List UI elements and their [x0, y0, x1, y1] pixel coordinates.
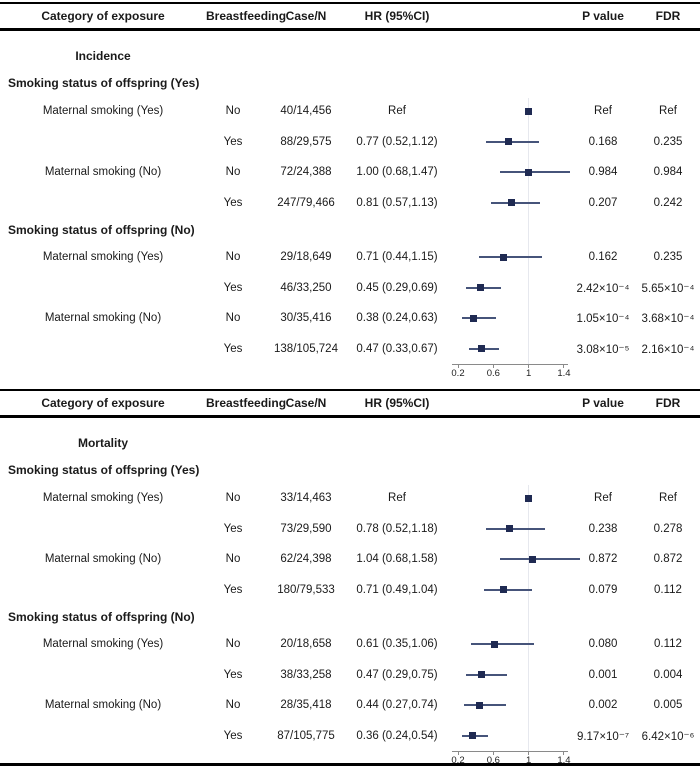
case-n-cell: 38/33,258 [280, 668, 332, 681]
hr-point-marker [469, 732, 476, 739]
breastfeeding-cell: Yes [223, 281, 243, 294]
forest-row [0, 127, 700, 158]
p-value-cell: 0.001 [588, 668, 618, 681]
hr-point-marker [478, 671, 485, 678]
category-cell: Maternal smoking (No) [44, 166, 162, 179]
breastfeeding-cell: No [225, 251, 241, 264]
p-value-cell: 0.168 [588, 135, 618, 148]
case-n-cell: 28/35,418 [280, 699, 332, 712]
breastfeeding-cell: Yes [223, 196, 243, 209]
plot-cell [442, 660, 570, 691]
col-header-hr: HR (95%CI) [364, 9, 430, 23]
ci-line [486, 528, 544, 530]
fdr-cell: 0.242 [653, 196, 683, 209]
breastfeeding-cell: Yes [223, 668, 243, 681]
breastfeeding-cell: No [225, 553, 241, 566]
axis-tick-label: 0.6 [486, 368, 500, 379]
panel-mortality [0, 389, 700, 766]
hr-point-marker [470, 315, 477, 322]
ci-line [462, 317, 496, 319]
category-cell: Maternal smoking (No) [44, 699, 162, 712]
p-value-cell: 0.162 [588, 251, 618, 264]
fdr-cell: 0.112 [654, 638, 682, 651]
hr-cell: Ref [388, 492, 406, 505]
ci-line [479, 256, 542, 258]
hr-point-marker [525, 495, 532, 502]
plot-cell [442, 575, 570, 606]
forest-row [0, 575, 700, 606]
ci-line [500, 558, 579, 560]
case-n-cell: 46/33,250 [280, 281, 332, 294]
hr-cell: 0.38 (0.24,0.63) [356, 312, 438, 325]
p-value-cell: 3.08×10⁻⁵ [576, 343, 630, 356]
hr-cell: 0.47 (0.29,0.75) [356, 668, 438, 681]
fdr-cell: 6.42×10⁻⁶ [641, 730, 695, 743]
case-n-cell: 73/29,590 [280, 522, 332, 535]
hr-point-marker [491, 641, 498, 648]
ci-line [486, 141, 539, 143]
plot-cell [442, 629, 570, 660]
breastfeeding-cell: No [225, 166, 241, 179]
case-n-cell: 138/105,724 [274, 342, 338, 355]
col-header-p-value: P value [582, 396, 624, 410]
col-header-fdr: FDR [655, 396, 681, 410]
group-header: Smoking status of offspring (No) [8, 610, 195, 624]
p-value-cell: 2.42×10⁻⁴ [576, 282, 630, 295]
plot-cell [442, 273, 570, 304]
x-axis [442, 364, 570, 378]
plot-cell [442, 96, 570, 127]
breastfeeding-cell: No [225, 699, 241, 712]
p-value-cell: 0.080 [588, 638, 618, 651]
forest-row [0, 514, 700, 545]
forest-row [0, 188, 700, 219]
col-header-plot-spacer [442, 4, 570, 28]
hr-point-marker [500, 586, 507, 593]
breastfeeding-cell: Yes [223, 583, 243, 596]
ci-line [466, 287, 501, 289]
breastfeeding-cell: No [225, 105, 241, 118]
hr-cell: 0.61 (0.35,1.06) [356, 638, 438, 651]
ci-line [484, 589, 533, 591]
hr-point-marker [525, 108, 532, 115]
p-value-cell: 0.872 [588, 553, 618, 566]
col-header-hr: HR (95%CI) [364, 396, 430, 410]
table-header [0, 391, 700, 418]
ci-line [471, 643, 534, 645]
col-header-breastfeeding: Breastfeeding [206, 396, 287, 410]
ci-line [491, 202, 540, 204]
p-value-cell: 0.238 [588, 522, 618, 535]
group-header: Smoking status of offspring (No) [8, 223, 195, 237]
forest-row [0, 157, 700, 188]
hr-cell: 0.45 (0.29,0.69) [356, 281, 438, 294]
p-value-cell: Ref [594, 105, 612, 118]
col-header-category: Category of exposure [41, 9, 165, 23]
p-value-cell: 0.207 [588, 196, 618, 209]
case-n-cell: 72/24,388 [280, 166, 332, 179]
col-header-breastfeeding: Breastfeeding [206, 9, 287, 23]
forest-row [0, 334, 700, 365]
forest-row [0, 483, 700, 514]
group-header: Smoking status of offspring (Yes) [8, 462, 200, 477]
category-cell: Maternal smoking (Yes) [42, 105, 164, 118]
ci-line [500, 171, 570, 173]
category-cell: Maternal smoking (Yes) [42, 638, 164, 651]
p-value-cell: 0.079 [588, 583, 618, 596]
hr-cell: 0.36 (0.24,0.54) [356, 729, 438, 742]
p-value-cell: 1.05×10⁻⁴ [576, 313, 630, 326]
col-header-category: Category of exposure [41, 396, 165, 410]
plot-cell [442, 303, 570, 334]
forest-row [0, 303, 700, 334]
axis-tick-label: 1.4 [557, 755, 571, 766]
forest-row [0, 629, 700, 660]
col-header-plot-spacer [442, 391, 570, 415]
fdr-cell: Ref [659, 492, 677, 505]
fdr-cell: 2.16×10⁻⁴ [641, 343, 695, 356]
forest-row [0, 273, 700, 304]
hr-point-marker [508, 199, 515, 206]
plot-cell [442, 334, 570, 365]
case-n-cell: 40/14,456 [280, 105, 332, 118]
col-header-case-n: Case/N [285, 396, 327, 410]
breastfeeding-cell: Yes [223, 522, 243, 535]
plot-cell [442, 242, 570, 273]
hr-point-marker [476, 702, 483, 709]
fdr-cell: Ref [659, 105, 677, 118]
hr-cell: 1.00 (0.68,1.47) [356, 166, 438, 179]
spacer [0, 31, 700, 43]
panel-incidence [0, 2, 700, 379]
case-n-cell: 30/35,416 [280, 312, 332, 325]
x-axis-line [452, 364, 568, 365]
axis-tick-label: 1.4 [557, 368, 571, 379]
p-value-cell: 0.984 [588, 166, 618, 179]
hr-cell: 1.04 (0.68,1.58) [356, 553, 438, 566]
hr-point-marker [506, 525, 513, 532]
x-axis [442, 751, 570, 765]
section-title: Mortality [77, 436, 128, 450]
breastfeeding-cell: No [225, 492, 241, 505]
section-row [0, 43, 700, 69]
hr-cell: 0.81 (0.57,1.13) [356, 196, 438, 209]
case-n-cell: 88/29,575 [280, 135, 332, 148]
axis-tick-label: 0.6 [486, 755, 500, 766]
axis-tick-label: 0.2 [451, 755, 465, 766]
hr-point-marker [477, 284, 484, 291]
p-value-cell: Ref [594, 492, 612, 505]
plot-cell [442, 157, 570, 188]
ci-line [464, 704, 506, 706]
forest-row [0, 721, 700, 752]
case-n-cell: 29/18,649 [280, 251, 332, 264]
fdr-cell: 0.004 [653, 668, 683, 681]
fdr-cell: 0.005 [653, 699, 683, 712]
hr-point-marker [525, 169, 532, 176]
axis-tick-label: 1 [525, 368, 532, 379]
hr-cell: 0.78 (0.52,1.18) [356, 522, 438, 535]
col-header-fdr: FDR [655, 9, 681, 23]
fdr-cell: 3.68×10⁻⁴ [641, 313, 695, 326]
group-header: Smoking status of offspring (Yes) [8, 75, 200, 90]
fdr-cell: 0.235 [653, 251, 683, 264]
hr-cell: 0.47 (0.33,0.67) [356, 342, 438, 355]
plot-cell [442, 188, 570, 219]
case-n-cell: 180/79,533 [277, 583, 335, 596]
hr-point-marker [505, 138, 512, 145]
forest-row [0, 690, 700, 721]
section-row [0, 430, 700, 456]
col-header-case-n: Case/N [285, 9, 327, 23]
axis-tick-label: 0.2 [451, 368, 465, 379]
fdr-cell: 0.984 [653, 166, 683, 179]
forest-row [0, 96, 700, 127]
ci-line [466, 674, 507, 676]
x-axis-line [452, 751, 568, 752]
breastfeeding-cell: No [225, 638, 241, 651]
case-n-cell: 20/18,658 [280, 638, 332, 651]
fdr-cell: 0.235 [653, 135, 683, 148]
forest-row [0, 660, 700, 691]
fdr-cell: 5.65×10⁻⁴ [641, 282, 695, 295]
hr-cell: 0.71 (0.49,1.04) [356, 583, 438, 596]
fdr-cell: 0.112 [654, 583, 682, 596]
fdr-cell: 0.872 [653, 553, 683, 566]
hr-cell: 0.44 (0.27,0.74) [356, 699, 438, 712]
case-n-cell: 247/79,466 [277, 196, 335, 209]
breastfeeding-cell: Yes [223, 135, 243, 148]
section-title: Incidence [75, 49, 131, 63]
plot-cell [442, 544, 570, 575]
case-n-cell: 62/24,398 [280, 553, 332, 566]
col-header-p-value: P value [582, 9, 624, 23]
plot-cell [442, 483, 570, 514]
breastfeeding-cell: No [225, 312, 241, 325]
forest-row [0, 242, 700, 273]
category-cell: Maternal smoking (Yes) [42, 492, 164, 505]
breastfeeding-cell: Yes [223, 729, 243, 742]
category-cell: Maternal smoking (No) [44, 553, 162, 566]
hr-cell: Ref [388, 105, 406, 118]
category-cell: Maternal smoking (No) [44, 312, 162, 325]
p-value-cell: 9.17×10⁻⁷ [576, 730, 630, 743]
forest-row [0, 544, 700, 575]
case-n-cell: 33/14,463 [280, 492, 332, 505]
spacer [0, 418, 700, 430]
table-header [0, 4, 700, 31]
hr-cell: 0.77 (0.52,1.12) [356, 135, 438, 148]
fdr-cell: 0.278 [653, 522, 683, 535]
hr-cell: 0.71 (0.44,1.15) [356, 251, 438, 264]
hr-point-marker [478, 345, 485, 352]
plot-cell [442, 127, 570, 158]
hr-point-marker [500, 254, 507, 261]
axis-tick-label: 1 [525, 755, 532, 766]
breastfeeding-cell: Yes [223, 342, 243, 355]
plot-cell [442, 514, 570, 545]
category-cell: Maternal smoking (Yes) [42, 251, 164, 264]
plot-cell [442, 690, 570, 721]
case-n-cell: 87/105,775 [277, 729, 335, 742]
p-value-cell: 0.002 [588, 699, 618, 712]
plot-cell [442, 721, 570, 752]
hr-point-marker [529, 556, 536, 563]
